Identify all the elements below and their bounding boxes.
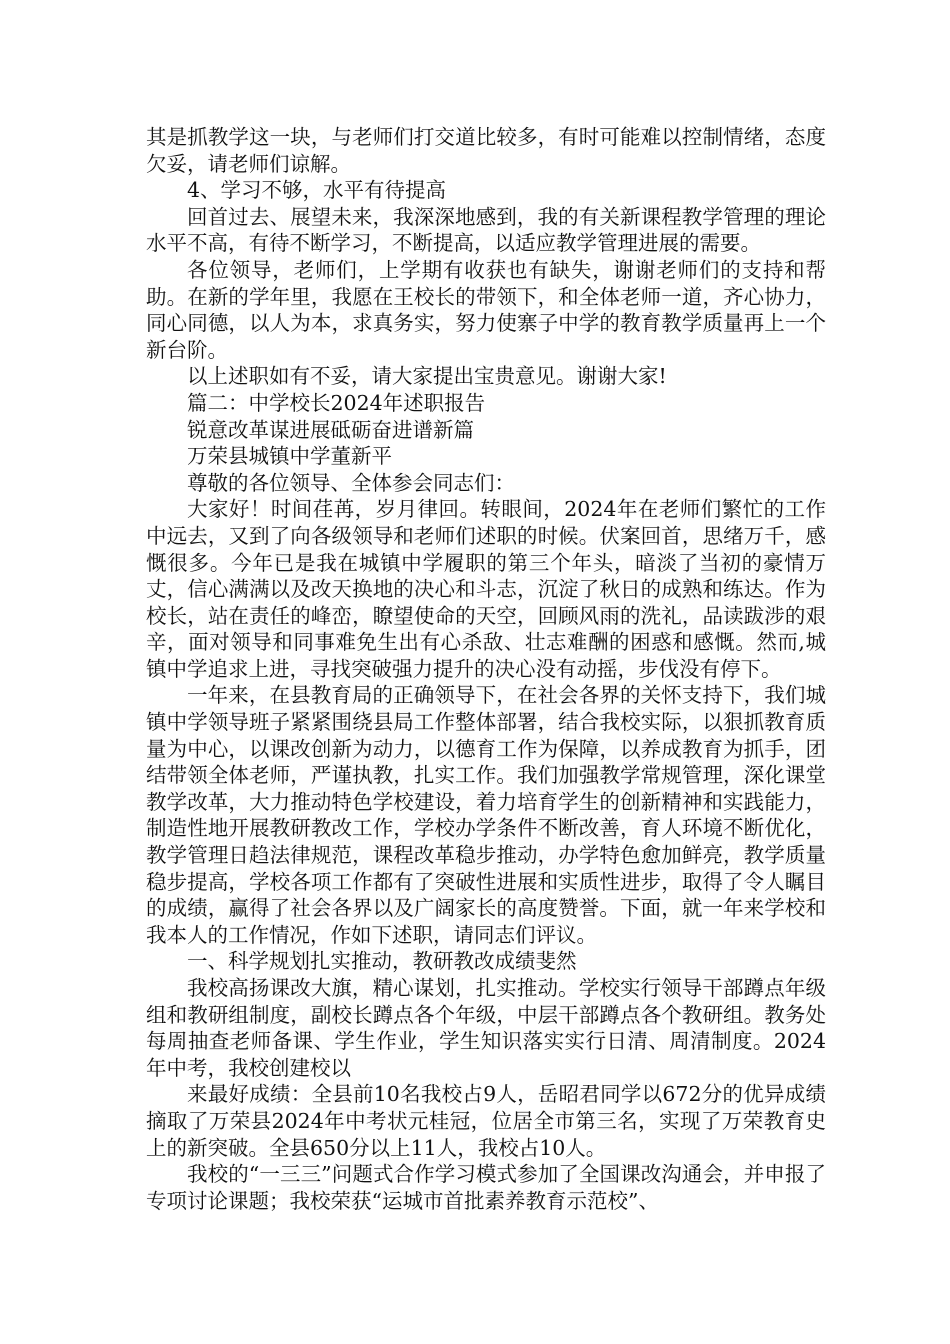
paragraph: 大家好！时间荏苒，岁月律回。转眼间，2024年在老师们繁忙的工作中远去，又到了向各级领导和老师们述职的时候。伏案回首，思绪万千，感慨很多。今年已是我在城镇中学履职的第三个年头，暗淡了当初的豪情万丈，信心满满以及改天换地的决心和斗志，沉淀了秋日的成熟和练达。作为校长，站在责任的峰峦，瞭望使命的天空，回顾风雨的洗礼，品读跋涉的艰辛，面对领导和同事难免生出有心杀敌、壮志难酬的困惑和感慨。然而,城镇中学追求上进，寻找突破强力提升的决心没有动摇，步伐没有停下。 [146,497,826,681]
paragraph: 我校高扬课改大旗，精心谋划，扎实推动。学校实行领导干部蹲点年级组和教研组制度，副校长蹲点各个年级，中层干部蹲点各个教研组。教务处每周抽查老师备课、学生作业，学生知识落实实行日清、周清制度。2024年中考，我校创建校以 [146,976,826,1080]
author-line: 万荣县城镇中学董新平 [187,444,392,469]
paragraph: 各位领导，老师们，上学期有收获也有缺失，谢谢老师们的支持和帮助。在新的学年里，我愿在王校长的带领下，和全体老师一道，齐心协力，同心同德，以人为本，求真务实，努力使寨子中学的教育教学质量再上一个新台阶。 [146,257,826,362]
paragraph: 回首过去、展望未来，我深深地感到，我的有关新课程教学管理的理论水平不高，有待不断学习，不断提高，以适应教学管理进展的需要。 [146,204,826,256]
section-heading: 4、学习不够，水平有待提高 [187,178,447,203]
paragraph: 来最好成绩：全县前10名我校占9人，岳昭君同学以672分的优异成绩摘取了万荣县2024年中考状元桂冠，位居全市第三名，实现了万荣教育史上的新突破。全县650分以上11人，我校占10人。 [146,1082,826,1160]
document-body [146,124,826,1214]
article-title: 篇二：中学校长2024年述职报告 [187,390,486,415]
paragraph: 一年来，在县教育局的正确领导下，在社会各界的关怀支持下，我们城镇中学领导班子紧紧围绕县局工作整体部署，结合我校实际，以狠抓教育质量为中心，以课改创新为动力，以德育工作为保障，以养成教育为抓手，团结带领全体老师，严谨执教，扎实工作。我们加强教学常规管理，深化课堂教学改革，大力推动特色学校建设，着力培育学生的创新精神和实践能力，制造性地开展教研教改工作，学校办学条件不断改善，育人环境不断优化，教学管理日趋法律规范，课程改革稳步推动，办学特色愈加鲜亮，教学质量稳步提高，学校各项工作都有了突破性进展和实质性进步，取得了令人瞩目的成绩，赢得了社会各界以及广阔家长的高度赞誉。下面，就一年来学校和我本人的工作情况，作如下述职，请同志们评议。 [146,683,826,947]
article-subtitle: 锐意改革谋进展砥砺奋进谱新篇 [187,417,474,442]
salutation: 尊敬的各位领导、全体参会同志们： [187,470,515,495]
paragraph: 以上述职如有不妥，请大家提出宝贵意见。谢谢大家! [187,364,667,389]
section-heading: 一、科学规划扎实推动，教研教改成绩斐然 [187,949,577,974]
paragraph: 我校的“一三三”问题式合作学习模式参加了全国课改沟通会，并申报了专项讨论课题；我校荣获“运城市首批素养教育示范校”、 [146,1162,826,1213]
paragraph: 其是抓教学这一块，与老师们打交道比较多，有时可能难以控制情绪，态度欠妥，请老师们谅解。 [146,125,826,176]
